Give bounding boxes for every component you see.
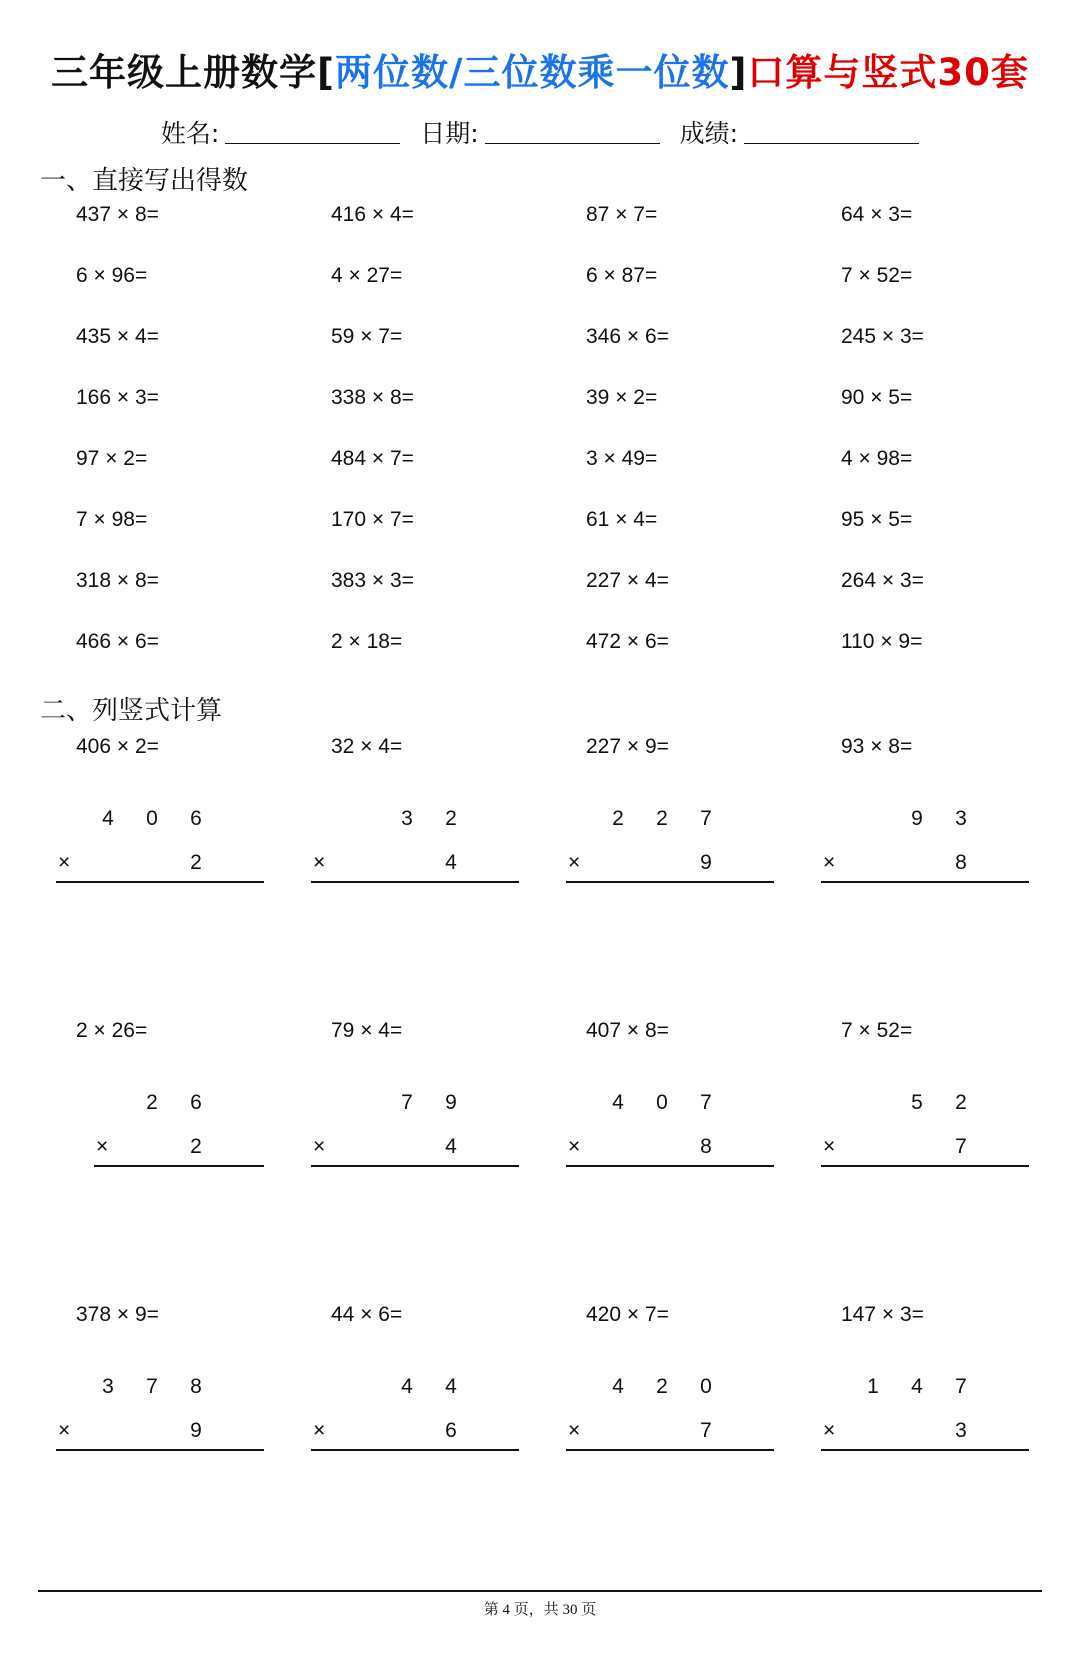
vertical-multiplication [313,1091,551,1171]
oral-problem: 338 × 8= [331,386,414,409]
multiplicand-digit: 4 [102,807,114,830]
date-field [420,119,659,148]
times-sign: × [568,1135,581,1158]
oral-problem: 61 × 4= [586,508,658,531]
vertical-problem-expression: 2 × 26= [76,1019,148,1042]
vertical-problem-expression: 32 × 4= [331,735,403,758]
multiplicand-digit: 7 [401,1091,413,1114]
oral-problem: 466 × 6= [76,630,159,653]
oral-problem: 4 × 98= [841,447,913,470]
answer-line [94,1165,264,1167]
multiplicand-digit: 4 [612,1375,624,1398]
multiplicand-digit: 7 [955,1375,967,1398]
oral-problem: 227 × 4= [586,569,669,592]
multiplicand-digit: 3 [955,807,967,830]
date-blank[interactable] [485,121,660,144]
multiplier-digit: 2 [190,1135,202,1158]
multiplicand-digit: 4 [401,1375,413,1398]
title-part-sets: 口算与竖式30套 [747,51,1029,94]
multiplicand-digit: 7 [700,1091,712,1114]
multiplicand-digit: 2 [656,807,668,830]
vertical-problem-expression: 79 × 4= [331,1019,403,1042]
oral-problem: 437 × 8= [76,203,159,226]
times-sign: × [568,851,581,874]
vertical-problem-expression: 378 × 9= [76,1303,159,1326]
vertical-problem-expression: 407 × 8= [586,1019,669,1042]
times-sign: × [313,851,326,874]
vertical-problem-expression: 420 × 7= [586,1303,669,1326]
oral-problem: 64 × 3= [841,203,913,226]
multiplicand-digit: 0 [700,1375,712,1398]
oral-problem: 7 × 98= [76,508,148,531]
times-sign: × [823,1419,836,1442]
multiplicand-digit: 1 [867,1375,879,1398]
answer-line [566,1449,774,1451]
oral-problem: 166 × 3= [76,386,159,409]
times-sign: × [58,851,71,874]
oral-problem: 110 × 9= [841,630,923,653]
oral-problem: 245 × 3= [841,325,924,348]
answer-line [566,1165,774,1167]
multiplicand-digit: 8 [190,1375,202,1398]
oral-problem: 95 × 5= [841,508,913,531]
multiplicand-digit: 9 [445,1091,457,1114]
oral-problem: 6 × 87= [586,264,658,287]
vertical-multiplication [313,807,551,887]
vertical-multiplication [823,1091,1061,1171]
multiplier-digit: 2 [190,851,202,874]
oral-problem: 264 × 3= [841,569,924,592]
multiplicand-digit: 6 [190,807,202,830]
oral-problem: 170 × 7= [331,508,414,531]
multiplicand-digit: 3 [401,807,413,830]
score-label: 成绩: [679,119,739,148]
multiplier-digit: 8 [700,1135,712,1158]
multiplicand-digit: 2 [955,1091,967,1114]
student-info-row [0,114,1080,150]
vertical-problem-expression: 7 × 52= [841,1019,913,1042]
multiplier-digit: 9 [190,1419,202,1442]
name-blank[interactable] [225,121,400,144]
answer-line [566,881,774,883]
multiplier-digit: 9 [700,851,712,874]
multiplier-digit: 7 [955,1135,967,1158]
multiplicand-digit: 5 [911,1091,923,1114]
multiplicand-digit: 2 [445,807,457,830]
answer-line [821,881,1029,883]
multiplicand-digit: 4 [612,1091,624,1114]
oral-problem: 7 × 52= [841,264,913,287]
answer-line [821,1165,1029,1167]
multiplier-digit: 4 [445,851,457,874]
oral-problem: 39 × 2= [586,386,658,409]
vertical-problem-expression: 406 × 2= [76,735,159,758]
answer-line [311,881,519,883]
vertical-problem-expression: 227 × 9= [586,735,669,758]
vertical-problem-expression: 44 × 6= [331,1303,403,1326]
oral-problem: 318 × 8= [76,569,159,592]
multiplier-digit: 4 [445,1135,457,1158]
times-sign: × [823,851,836,874]
times-sign: × [313,1419,326,1442]
oral-problem: 3 × 49= [586,447,658,470]
multiplier-digit: 8 [955,851,967,874]
multiplier-digit: 3 [955,1419,967,1442]
multiplier-digit: 6 [445,1419,457,1442]
multiplicand-digit: 9 [911,807,923,830]
vertical-multiplication [313,1375,551,1455]
vertical-multiplication [568,1375,806,1455]
page-title [0,42,1080,96]
oral-problem: 484 × 7= [331,447,414,470]
vertical-multiplication [568,1091,806,1171]
name-label: 姓名: [160,119,220,148]
answer-line [311,1449,519,1451]
oral-problem: 2 × 18= [331,630,403,653]
multiplicand-digit: 4 [911,1375,923,1398]
name-field [161,119,400,148]
answer-line [311,1165,519,1167]
score-blank[interactable] [744,121,919,144]
vertical-problem-expression: 93 × 8= [841,735,913,758]
times-sign: × [96,1135,109,1158]
multiplicand-digit: 2 [146,1091,158,1114]
multiplicand-digit: 2 [656,1375,668,1398]
page-footer: 第 4 页，共 30 页 [483,1602,597,1618]
vertical-multiplication [823,1375,1061,1455]
times-sign: × [823,1135,836,1158]
multiplier-digit: 7 [700,1419,712,1442]
oral-problem: 97 × 2= [76,447,148,470]
answer-line [56,881,264,883]
title-part-topic: 两位数/三位数乘一位数 [334,51,730,94]
multiplicand-digit: 6 [190,1091,202,1114]
answer-line [56,1449,264,1451]
footer-divider [38,1590,1042,1592]
answer-line [821,1449,1029,1451]
multiplicand-digit: 0 [656,1091,668,1114]
oral-problem: 6 × 96= [76,264,148,287]
multiplicand-digit: 3 [102,1375,114,1398]
multiplicand-digit: 0 [146,807,158,830]
oral-problem: 472 × 6= [586,630,669,653]
oral-problem: 435 × 4= [76,325,159,348]
vertical-multiplication [568,807,806,887]
oral-problem: 90 × 5= [841,386,913,409]
times-sign: × [568,1419,581,1442]
times-sign: × [313,1135,326,1158]
vertical-multiplication [823,807,1061,887]
date-label: 日期: [420,119,479,148]
vertical-multiplication [58,807,296,887]
title-part-bracket: ] [729,51,748,94]
oral-problem: 416 × 4= [331,203,414,226]
multiplicand-digit: 7 [146,1375,158,1398]
vertical-multiplication [76,1091,296,1171]
oral-problem: 87 × 7= [586,203,658,226]
oral-problem: 346 × 6= [586,325,669,348]
times-sign: × [58,1419,71,1442]
oral-problem: 4 × 27= [331,264,403,287]
section-vertical-heading: 二、列竖式计算 [40,696,223,726]
score-field [680,119,919,148]
vertical-problem-expression: 147 × 3= [841,1303,924,1326]
oral-problem: 383 × 3= [331,569,414,592]
vertical-multiplication [58,1375,296,1455]
multiplicand-digit: 2 [612,807,624,830]
section-oral-heading: 一、直接写出得数 [40,166,249,196]
oral-problem: 59 × 7= [331,325,403,348]
title-part-grade: 三年级上册数学[ [51,51,335,94]
multiplicand-digit: 4 [445,1375,457,1398]
multiplicand-digit: 7 [700,807,712,830]
